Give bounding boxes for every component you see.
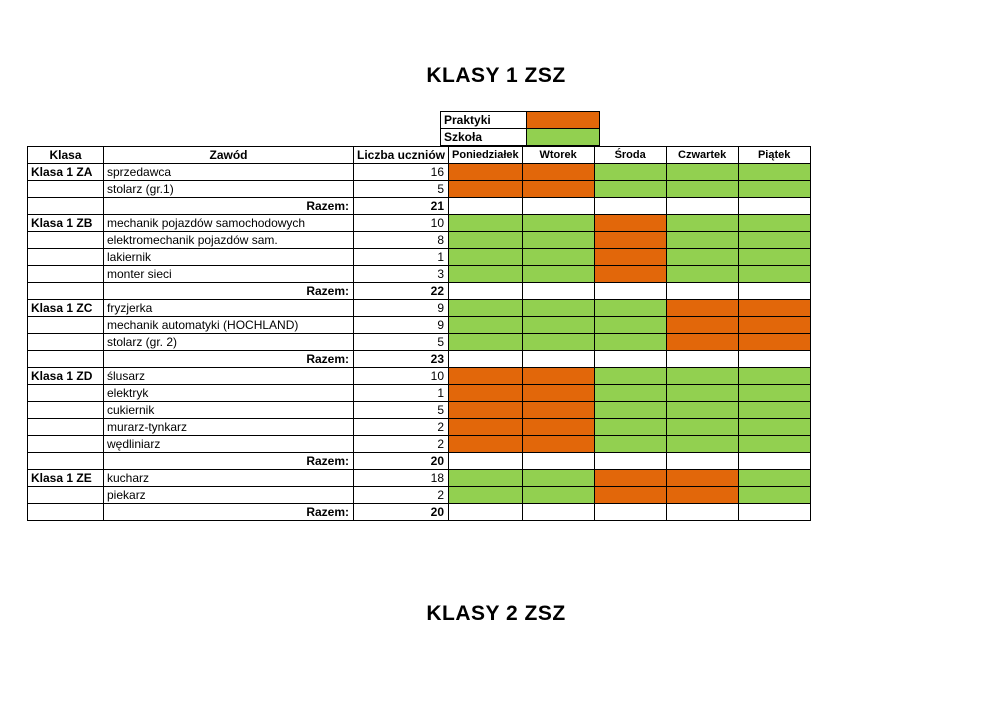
sum-empty-cell bbox=[28, 453, 104, 470]
class-name-cell bbox=[28, 266, 104, 283]
class-name-cell bbox=[28, 385, 104, 402]
day-cell-poniedziałek bbox=[449, 419, 523, 436]
day-cell-środa bbox=[594, 249, 666, 266]
day-cell-piątek bbox=[738, 402, 810, 419]
day-cell-wtorek bbox=[522, 300, 594, 317]
day-cell-środa bbox=[594, 368, 666, 385]
student-count-cell: 2 bbox=[354, 487, 449, 504]
profession-cell: elektryk bbox=[104, 385, 354, 402]
sum-day-cell-czwartek bbox=[666, 351, 738, 368]
table-row bbox=[28, 317, 811, 334]
table-row bbox=[28, 385, 811, 402]
class-name-cell bbox=[28, 402, 104, 419]
day-cell-wtorek bbox=[522, 181, 594, 198]
day-cell-piątek bbox=[738, 470, 810, 487]
sum-empty-cell bbox=[28, 504, 104, 521]
class-name-cell bbox=[28, 181, 104, 198]
profession-cell: ślusarz bbox=[104, 368, 354, 385]
day-cell-środa bbox=[594, 402, 666, 419]
class-name-cell: Klasa 1 ZD bbox=[28, 368, 104, 385]
day-cell-czwartek bbox=[666, 232, 738, 249]
header-row bbox=[28, 147, 811, 164]
day-cell-wtorek bbox=[522, 385, 594, 402]
table-row bbox=[28, 419, 811, 436]
day-cell-piątek bbox=[738, 419, 810, 436]
day-cell-środa bbox=[594, 232, 666, 249]
table-head bbox=[28, 147, 811, 164]
legend-row-szkola bbox=[441, 129, 600, 146]
day-cell-piątek bbox=[738, 436, 810, 453]
day-cell-czwartek bbox=[666, 317, 738, 334]
day-cell-środa bbox=[594, 419, 666, 436]
legend-label-szkola: Szkoła bbox=[441, 129, 527, 146]
class-name-cell bbox=[28, 487, 104, 504]
sum-empty-cell bbox=[28, 283, 104, 300]
sum-day-cell-wtorek bbox=[522, 453, 594, 470]
sum-day-cell-środa bbox=[594, 351, 666, 368]
day-cell-czwartek bbox=[666, 249, 738, 266]
day-cell-poniedziałek bbox=[449, 300, 523, 317]
sum-day-cell-czwartek bbox=[666, 198, 738, 215]
day-cell-wtorek bbox=[522, 436, 594, 453]
class-name-cell: Klasa 1 ZE bbox=[28, 470, 104, 487]
sum-day-cell-poniedziałek bbox=[449, 283, 523, 300]
day-cell-wtorek bbox=[522, 164, 594, 181]
sum-day-cell-piątek bbox=[738, 198, 810, 215]
day-cell-środa bbox=[594, 317, 666, 334]
header-day-poniedzialek: Poniedziałek bbox=[449, 147, 523, 164]
profession-cell: wędliniarz bbox=[104, 436, 354, 453]
legend-row-praktyki bbox=[441, 112, 600, 129]
day-cell-czwartek bbox=[666, 334, 738, 351]
day-cell-poniedziałek bbox=[449, 164, 523, 181]
sum-label-cell: Razem: bbox=[104, 198, 354, 215]
day-cell-poniedziałek bbox=[449, 266, 523, 283]
sum-empty-cell bbox=[28, 351, 104, 368]
sum-day-cell-piątek bbox=[738, 453, 810, 470]
sum-day-cell-czwartek bbox=[666, 453, 738, 470]
sum-day-cell-środa bbox=[594, 453, 666, 470]
day-cell-piątek bbox=[738, 317, 810, 334]
sum-row bbox=[28, 351, 811, 368]
sum-day-cell-środa bbox=[594, 504, 666, 521]
student-count-cell: 5 bbox=[354, 402, 449, 419]
sum-day-cell-wtorek bbox=[522, 351, 594, 368]
day-cell-poniedziałek bbox=[449, 436, 523, 453]
header-liczba: Liczba uczniów bbox=[354, 147, 449, 164]
profession-cell: mechanik pojazdów samochodowych bbox=[104, 215, 354, 232]
header-day-sroda: Środa bbox=[594, 147, 666, 164]
legend-label-praktyki: Praktyki bbox=[441, 112, 527, 129]
sum-day-cell-wtorek bbox=[522, 504, 594, 521]
table-row bbox=[28, 334, 811, 351]
table-row bbox=[28, 232, 811, 249]
sum-day-cell-czwartek bbox=[666, 283, 738, 300]
class-name-cell: Klasa 1 ZC bbox=[28, 300, 104, 317]
day-cell-poniedziałek bbox=[449, 487, 523, 504]
header-day-wtorek: Wtorek bbox=[522, 147, 594, 164]
day-cell-czwartek bbox=[666, 266, 738, 283]
legend-swatch-praktyki bbox=[527, 112, 600, 129]
profession-cell: lakiernik bbox=[104, 249, 354, 266]
table-row bbox=[28, 402, 811, 419]
table-row bbox=[28, 266, 811, 283]
table-row bbox=[28, 300, 811, 317]
day-cell-czwartek bbox=[666, 181, 738, 198]
sum-day-cell-czwartek bbox=[666, 504, 738, 521]
day-cell-środa bbox=[594, 470, 666, 487]
day-cell-poniedziałek bbox=[449, 470, 523, 487]
day-cell-czwartek bbox=[666, 419, 738, 436]
table-row bbox=[28, 436, 811, 453]
profession-cell: cukiernik bbox=[104, 402, 354, 419]
sum-row bbox=[28, 453, 811, 470]
sum-day-cell-środa bbox=[594, 283, 666, 300]
header-day-czwartek: Czwartek bbox=[666, 147, 738, 164]
student-count-cell: 1 bbox=[354, 385, 449, 402]
header-zawod: Zawód bbox=[104, 147, 354, 164]
day-cell-środa bbox=[594, 334, 666, 351]
student-count-cell: 16 bbox=[354, 164, 449, 181]
sum-empty-cell bbox=[28, 198, 104, 215]
day-cell-czwartek bbox=[666, 368, 738, 385]
sum-value-cell: 22 bbox=[354, 283, 449, 300]
profession-cell: stolarz (gr. 2) bbox=[104, 334, 354, 351]
day-cell-wtorek bbox=[522, 232, 594, 249]
profession-cell: stolarz (gr.1) bbox=[104, 181, 354, 198]
day-cell-środa bbox=[594, 181, 666, 198]
sum-row bbox=[28, 283, 811, 300]
day-cell-czwartek bbox=[666, 470, 738, 487]
class-name-cell bbox=[28, 317, 104, 334]
sum-day-cell-piątek bbox=[738, 283, 810, 300]
table-row bbox=[28, 215, 811, 232]
day-cell-czwartek bbox=[666, 402, 738, 419]
sum-value-cell: 23 bbox=[354, 351, 449, 368]
sum-day-cell-wtorek bbox=[522, 283, 594, 300]
student-count-cell: 9 bbox=[354, 317, 449, 334]
legend-table bbox=[440, 111, 600, 146]
class-name-cell bbox=[28, 232, 104, 249]
legend-body bbox=[441, 112, 600, 146]
sum-value-cell: 20 bbox=[354, 504, 449, 521]
day-cell-piątek bbox=[738, 385, 810, 402]
day-cell-poniedziałek bbox=[449, 368, 523, 385]
day-cell-piątek bbox=[738, 266, 810, 283]
day-cell-piątek bbox=[738, 487, 810, 504]
student-count-cell: 5 bbox=[354, 334, 449, 351]
profession-cell: mechanik automatyki (HOCHLAND) bbox=[104, 317, 354, 334]
profession-cell: elektromechanik pojazdów sam. bbox=[104, 232, 354, 249]
day-cell-poniedziałek bbox=[449, 385, 523, 402]
profession-cell: monter sieci bbox=[104, 266, 354, 283]
day-cell-piątek bbox=[738, 164, 810, 181]
sum-day-cell-piątek bbox=[738, 351, 810, 368]
sum-value-cell: 20 bbox=[354, 453, 449, 470]
day-cell-piątek bbox=[738, 368, 810, 385]
day-cell-poniedziałek bbox=[449, 334, 523, 351]
sum-day-cell-poniedziałek bbox=[449, 351, 523, 368]
day-cell-czwartek bbox=[666, 487, 738, 504]
day-cell-poniedziałek bbox=[449, 181, 523, 198]
day-cell-piątek bbox=[738, 249, 810, 266]
class-name-cell bbox=[28, 419, 104, 436]
day-cell-wtorek bbox=[522, 402, 594, 419]
class-name-cell: Klasa 1 ZA bbox=[28, 164, 104, 181]
profession-cell: murarz-tynkarz bbox=[104, 419, 354, 436]
day-cell-środa bbox=[594, 164, 666, 181]
day-cell-wtorek bbox=[522, 317, 594, 334]
day-cell-środa bbox=[594, 266, 666, 283]
profession-cell: kucharz bbox=[104, 470, 354, 487]
day-cell-piątek bbox=[738, 300, 810, 317]
student-count-cell: 10 bbox=[354, 215, 449, 232]
sum-label-cell: Razem: bbox=[104, 283, 354, 300]
day-cell-czwartek bbox=[666, 300, 738, 317]
student-count-cell: 3 bbox=[354, 266, 449, 283]
day-cell-poniedziałek bbox=[449, 402, 523, 419]
day-cell-czwartek bbox=[666, 385, 738, 402]
sum-label-cell: Razem: bbox=[104, 453, 354, 470]
day-cell-poniedziałek bbox=[449, 215, 523, 232]
class-name-cell bbox=[28, 249, 104, 266]
day-cell-czwartek bbox=[666, 164, 738, 181]
day-cell-wtorek bbox=[522, 368, 594, 385]
day-cell-poniedziałek bbox=[449, 232, 523, 249]
student-count-cell: 10 bbox=[354, 368, 449, 385]
sum-day-cell-poniedziałek bbox=[449, 504, 523, 521]
day-cell-wtorek bbox=[522, 334, 594, 351]
student-count-cell: 8 bbox=[354, 232, 449, 249]
page-title-bottom: KLASY 2 ZSZ bbox=[426, 602, 566, 625]
day-cell-poniedziałek bbox=[449, 249, 523, 266]
legend-swatch-szkola bbox=[527, 129, 600, 146]
day-cell-piątek bbox=[738, 232, 810, 249]
day-cell-wtorek bbox=[522, 215, 594, 232]
table-row bbox=[28, 368, 811, 385]
sum-row bbox=[28, 198, 811, 215]
sum-label-cell: Razem: bbox=[104, 351, 354, 368]
sum-value-cell: 21 bbox=[354, 198, 449, 215]
schedule-table bbox=[27, 146, 811, 521]
header-klasa: Klasa bbox=[28, 147, 104, 164]
profession-cell: fryzjerka bbox=[104, 300, 354, 317]
day-cell-piątek bbox=[738, 215, 810, 232]
day-cell-piątek bbox=[738, 181, 810, 198]
day-cell-wtorek bbox=[522, 487, 594, 504]
day-cell-czwartek bbox=[666, 215, 738, 232]
sum-day-cell-poniedziałek bbox=[449, 198, 523, 215]
class-name-cell bbox=[28, 334, 104, 351]
table-row bbox=[28, 249, 811, 266]
class-name-cell bbox=[28, 436, 104, 453]
day-cell-wtorek bbox=[522, 470, 594, 487]
day-cell-wtorek bbox=[522, 266, 594, 283]
sum-label-cell: Razem: bbox=[104, 504, 354, 521]
student-count-cell: 2 bbox=[354, 436, 449, 453]
profession-cell: sprzedawca bbox=[104, 164, 354, 181]
profession-cell: piekarz bbox=[104, 487, 354, 504]
sum-day-cell-poniedziałek bbox=[449, 453, 523, 470]
student-count-cell: 2 bbox=[354, 419, 449, 436]
day-cell-poniedziałek bbox=[449, 317, 523, 334]
day-cell-środa bbox=[594, 215, 666, 232]
day-cell-środa bbox=[594, 300, 666, 317]
table-row bbox=[28, 470, 811, 487]
table-row bbox=[28, 181, 811, 198]
sum-day-cell-środa bbox=[594, 198, 666, 215]
table-body bbox=[28, 164, 811, 521]
page-title-top: KLASY 1 ZSZ bbox=[426, 64, 566, 87]
class-name-cell: Klasa 1 ZB bbox=[28, 215, 104, 232]
day-cell-czwartek bbox=[666, 436, 738, 453]
student-count-cell: 18 bbox=[354, 470, 449, 487]
student-count-cell: 1 bbox=[354, 249, 449, 266]
sum-day-cell-wtorek bbox=[522, 198, 594, 215]
sum-row bbox=[28, 504, 811, 521]
day-cell-wtorek bbox=[522, 419, 594, 436]
day-cell-środa bbox=[594, 436, 666, 453]
table-row bbox=[28, 164, 811, 181]
header-day-piatek: Piątek bbox=[738, 147, 810, 164]
day-cell-wtorek bbox=[522, 249, 594, 266]
student-count-cell: 5 bbox=[354, 181, 449, 198]
day-cell-środa bbox=[594, 385, 666, 402]
day-cell-środa bbox=[594, 487, 666, 504]
student-count-cell: 9 bbox=[354, 300, 449, 317]
table-row bbox=[28, 487, 811, 504]
sum-day-cell-piątek bbox=[738, 504, 810, 521]
day-cell-piątek bbox=[738, 334, 810, 351]
